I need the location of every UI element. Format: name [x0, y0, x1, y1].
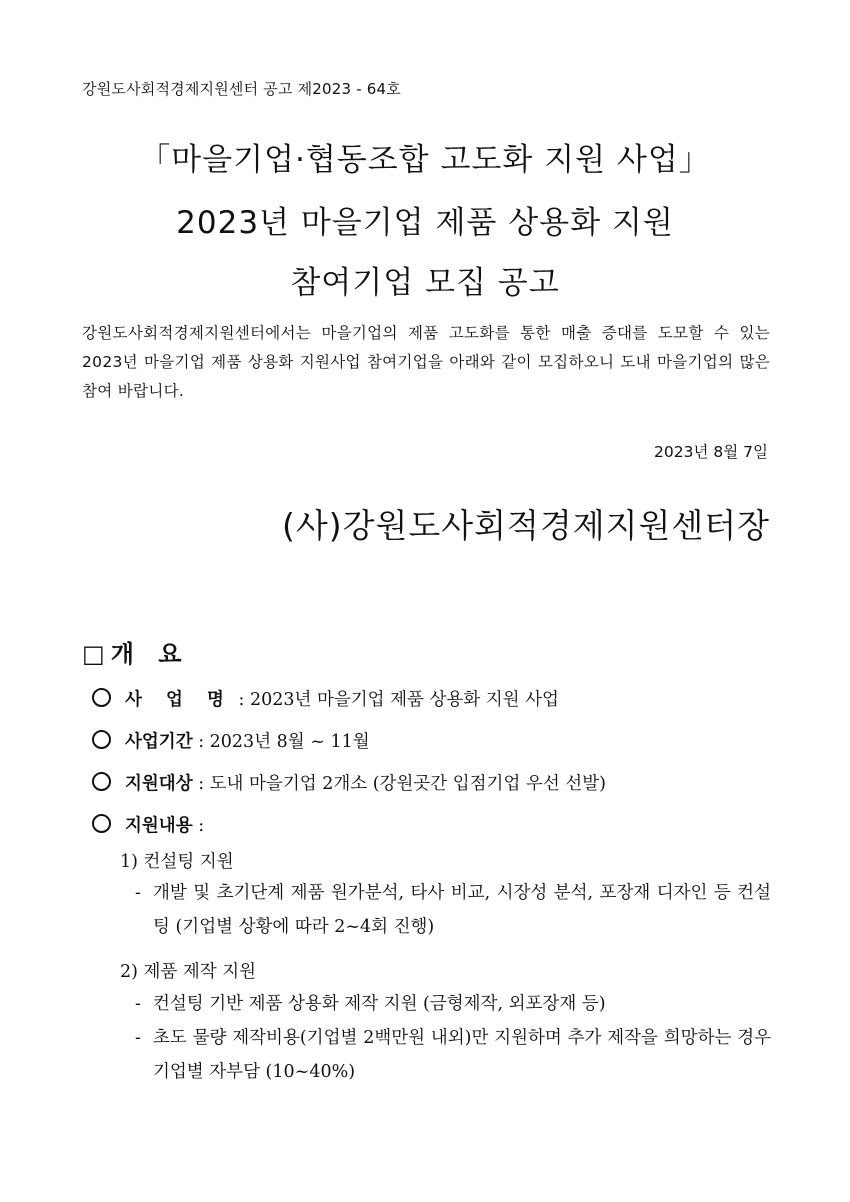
support-subheading-consulting: 1) 컨설팅 지원 — [120, 852, 234, 872]
support-bullet — [135, 987, 771, 1021]
title-line-2: 2023년 마을기업 제품 상용화 지원 — [176, 205, 674, 241]
dash-bullet: - — [135, 994, 141, 1014]
item-value: 2023년 8월 ~ 11월 — [209, 732, 370, 752]
circle-bullet-icon — [92, 730, 111, 749]
item-separator: : — [192, 816, 205, 836]
intro-paragraph: 강원도사회적경제지원센터에서는 마을기업의 제품 고도화를 통한 매출 증대를 도모할 수 있는 2023년 마을기업 제품 상용화 지원사업 참여기업을 아래와 같이 모집하오니 도내 마을기업의 많은 참여 바랍니다. — [82, 324, 770, 400]
section-heading-overview — [82, 634, 189, 669]
bullet-text: 초도 물량 제작비용(기업별 2백만원 내외)만 지원하며 추가 제작을 희망하는 경우 기업별 자부담 (10~40%) — [153, 1028, 771, 1082]
notice-number: 강원도사회적경제지원센터 공고 제2023 - 64호 — [82, 80, 401, 98]
item-value: 2023년 마을기업 제품 상용화 지원 사업 — [249, 690, 559, 710]
item-separator: : — [232, 690, 250, 710]
bullet-text: 개발 및 초기단계 제품 원가분석, 타사 비교, 시장성 분석, 포장재 디자인 등 컨설팅 (기업별 상황에 따라 2~4회 진행) — [153, 883, 771, 937]
support-bullet — [135, 1021, 771, 1089]
item-key: 사 업 명 — [125, 690, 233, 710]
circle-bullet-icon — [92, 688, 111, 707]
item-value: 도내 마을기업 2개소 (강원곳간 입점기업 우선 선발) — [209, 774, 606, 794]
circle-bullet-icon — [92, 772, 111, 791]
item-separator: : — [192, 732, 210, 752]
circle-bullet-icon — [92, 814, 111, 833]
item-key: 지원대상 — [125, 774, 193, 794]
dash-bullet: - — [135, 883, 141, 903]
section-heading-label: 개 요 — [110, 640, 190, 668]
title-line-1: 「마을기업·협동조합 고도화 지원 사업」 — [139, 142, 711, 178]
overview-item-project-name — [92, 686, 559, 711]
checkbox-square-icon: □ — [82, 640, 105, 668]
support-subheading-production: 2) 제품 제작 지원 — [120, 962, 257, 982]
overview-item-support-content — [92, 812, 204, 837]
title-line-3: 참여기업 모집 공고 — [290, 265, 560, 301]
item-separator: : — [192, 774, 210, 794]
announcement-date: 2023년 8월 7일 — [654, 443, 768, 461]
support-bullet — [135, 876, 771, 944]
item-key: 사업기간 — [125, 732, 193, 752]
overview-item-target — [92, 770, 606, 795]
bullet-text: 컨설팅 기반 제품 상용화 제작 지원 (금형제작, 외포장재 등) — [153, 994, 606, 1014]
dash-bullet: - — [135, 1028, 141, 1048]
overview-item-period — [92, 728, 370, 753]
item-key: 지원내용 — [125, 816, 193, 836]
organization-signature: (사)강원도사회적경제지원센터장 — [281, 506, 770, 545]
